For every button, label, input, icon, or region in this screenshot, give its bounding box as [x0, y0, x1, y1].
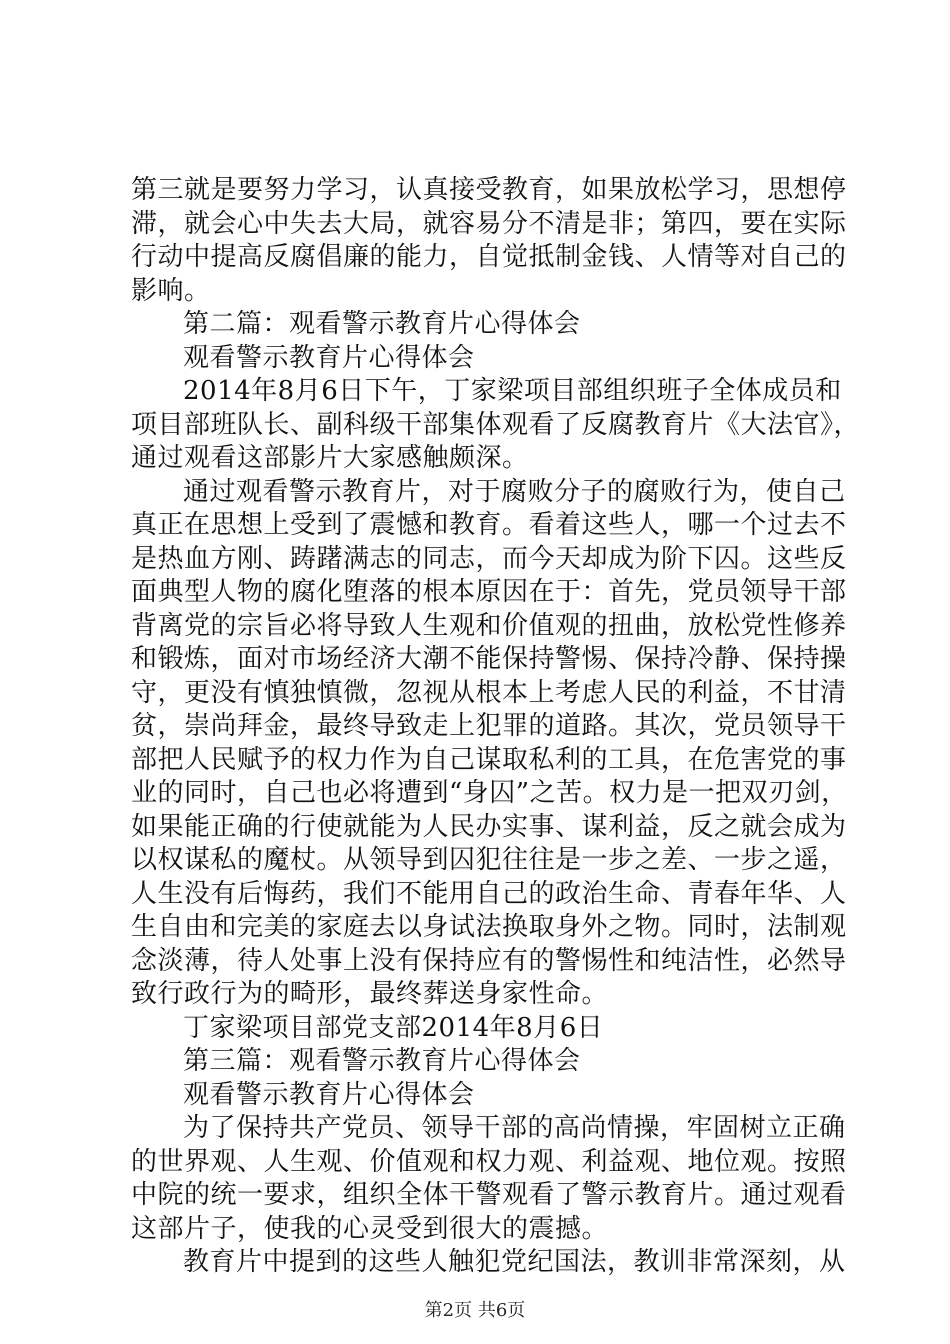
text-line: 影响。	[131, 275, 211, 306]
text-line: 人生没有后悔药，我们不能用自己的政治生命、青春年华、人	[131, 878, 847, 909]
text-line: 教育片中提到的这些人触犯党纪国法，教训非常深刻，从	[183, 1247, 846, 1277]
text-line: 2014年8月6日下午，丁家梁项目部组织班子全体成员和	[183, 376, 842, 406]
text-line: 通过观看这部影片大家感触颇深。	[131, 443, 529, 473]
text-line: 第三篇：观看警示教育片心得体会	[183, 1046, 581, 1076]
text-line: 观看警示教育片心得体会	[183, 342, 475, 373]
text-line: 如果能正确的行使就能为人民办实事、谋利益，反之就会成为	[131, 811, 847, 842]
text-line: 第三就是要努力学习，认真接受教育，如果放松学习，思想停	[131, 175, 847, 205]
text-line: 真正在思想上受到了震憾和教育。看着这些人，哪一个过去不	[131, 510, 847, 540]
text-line: 守，更没有慎独慎微，忽视从根本上考虑人民的利益，不甘清	[131, 677, 847, 708]
text-line: 滞，就会心中失去大局，就容易分不清是非；第四，要在实际	[131, 208, 847, 239]
text-line: 生自由和完美的家庭去以身试法换取身外之物。同时，法制观	[131, 912, 847, 942]
text-line: 贫，崇尚拜金，最终导致走上犯罪的道路。其次，党员领导干	[131, 711, 847, 741]
text-line: 丁家梁项目部党支部2014年8月6日	[183, 1012, 604, 1043]
text-line: 和锻炼，面对市场经济大潮不能保持警惕、保持冷静、保持操	[131, 644, 847, 674]
text-line: 这部片子，使我的心灵受到很大的震撼。	[131, 1213, 609, 1244]
text-line: 是热血方刚、踌躇满志的同志，而今天却成为阶下囚。这些反	[131, 543, 847, 574]
text-line: 第二篇：观看警示教育片心得体会	[183, 309, 581, 339]
text-line: 业的同时，自己也必将遭到“身囚”之苦。权力是一把双刃剑，	[131, 778, 848, 808]
text-line: 背离党的宗旨必将导致人生观和价值观的扭曲，放松党性修养	[131, 610, 847, 641]
text-line: 为了保持共产党员、领导干部的高尚情操，牢固树立正确	[183, 1113, 846, 1143]
page-footer: 第2页 共6页	[424, 1300, 526, 1321]
text-line: 项目部班队长、副科级干部集体观看了反腐教育片《大法官》，	[131, 409, 861, 440]
text-line: 面典型人物的腐化堕落的根本原因在于：首先，党员领导干部	[131, 577, 847, 607]
text-line: 行动中提高反腐倡廉的能力，自觉抵制金钱、人情等对自己的	[131, 242, 847, 272]
text-line: 致行政行为的畸形，最终葬送身家性命。	[131, 979, 609, 1009]
text-line: 通过观看警示教育片，对于腐败分子的腐败行为，使自己	[183, 476, 846, 507]
text-line: 观看警示教育片心得体会	[183, 1079, 475, 1110]
text-line: 部把人民赋予的权力作为自己谋取私利的工具，在危害党的事	[131, 744, 847, 775]
text-line: 中院的统一要求，组织全体干警观看了警示教育片。通过观看	[131, 1180, 847, 1210]
document-body	[131, 174, 861, 1280]
text-line: 念淡薄，待人处事上没有保持应有的警惕性和纯洁性，必然导	[131, 945, 847, 976]
text-line: 以权谋私的魔杖。从领导到囚犯往往是一步之差、一步之遥，	[131, 845, 847, 875]
text-line: 的世界观、人生观、价值观和权力观、利益观、地位观。按照	[131, 1146, 847, 1177]
